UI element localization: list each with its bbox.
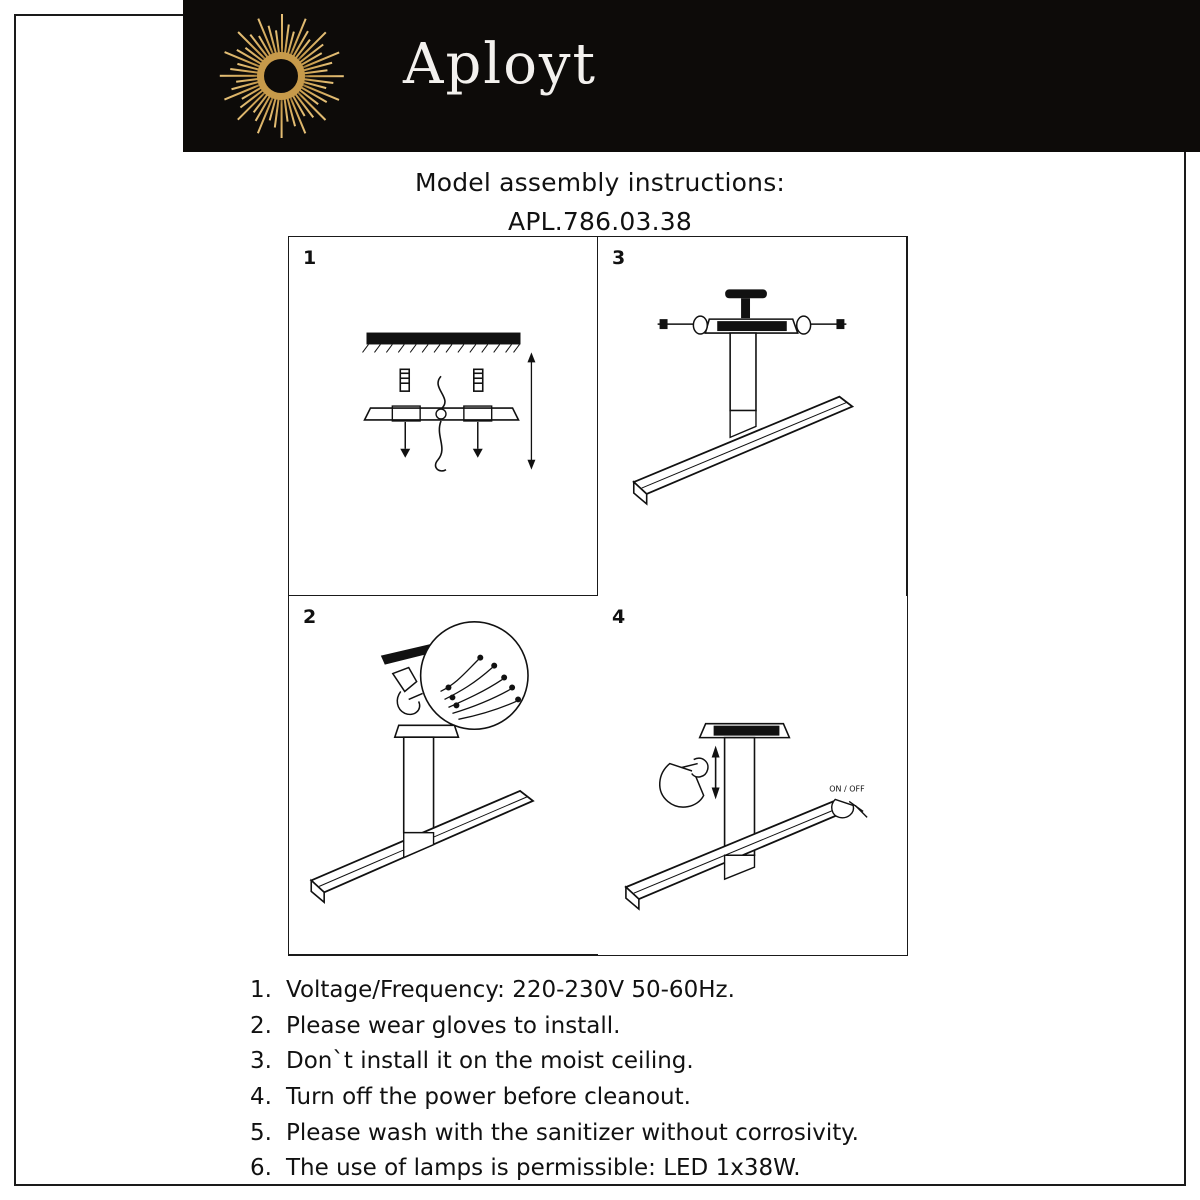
step-number: 2 bbox=[303, 606, 317, 628]
logo-core bbox=[264, 59, 298, 93]
note-index: 3. bbox=[250, 1048, 272, 1075]
note-index: 1. bbox=[250, 977, 272, 1003]
decorative-fan-rays bbox=[820, 0, 1200, 152]
step-number: 1 bbox=[303, 247, 317, 269]
note-text: Please wear gloves to install. bbox=[286, 1012, 621, 1039]
assembly-steps-grid bbox=[288, 236, 908, 956]
on-off-label: ON / OFF bbox=[829, 784, 865, 794]
wiring-connection-diagram bbox=[289, 596, 598, 954]
brand-header-band bbox=[183, 0, 1200, 152]
assembly-step-2 bbox=[289, 596, 598, 955]
step-number: 4 bbox=[612, 606, 626, 628]
note-index: 6. bbox=[250, 1155, 272, 1182]
suspension-rod-adjustment-diagram bbox=[598, 237, 906, 596]
list-item bbox=[238, 1152, 998, 1185]
note-index: 4. bbox=[250, 1083, 272, 1110]
ceiling-plate-mounting-diagram bbox=[289, 237, 597, 595]
safety-notes-list bbox=[238, 974, 998, 1188]
brand-wordmark: Aployt bbox=[403, 32, 598, 97]
note-text: The use of lamps is permissible: LED 1x38W. bbox=[286, 1155, 801, 1182]
list-item bbox=[238, 1117, 998, 1150]
assembly-step-3 bbox=[598, 237, 907, 596]
instructions-heading: Model assembly instructions: bbox=[414, 168, 786, 197]
assembly-step-1 bbox=[289, 237, 598, 596]
list-item bbox=[238, 1045, 998, 1078]
model-code: APL.786.03.38 bbox=[508, 207, 692, 236]
list-item bbox=[238, 1081, 998, 1114]
note-text: Voltage/Frequency: 220-230V 50-60Hz. bbox=[286, 977, 735, 1003]
height-adjust-and-power-on-diagram bbox=[598, 596, 907, 955]
assembly-step-4 bbox=[598, 596, 907, 955]
step-number: 3 bbox=[612, 247, 626, 269]
note-index: 5. bbox=[250, 1119, 272, 1146]
note-text: Turn off the power before cleanout. bbox=[286, 1083, 691, 1110]
list-item bbox=[238, 1010, 998, 1043]
page-title bbox=[0, 168, 1200, 236]
sunburst-logo-icon bbox=[215, 10, 347, 142]
note-index: 2. bbox=[250, 1012, 272, 1039]
note-text: Please wash with the sanitizer without corrosivity. bbox=[286, 1119, 859, 1146]
note-text: Don`t install it on the moist ceiling. bbox=[286, 1048, 694, 1075]
list-item bbox=[238, 974, 998, 1007]
